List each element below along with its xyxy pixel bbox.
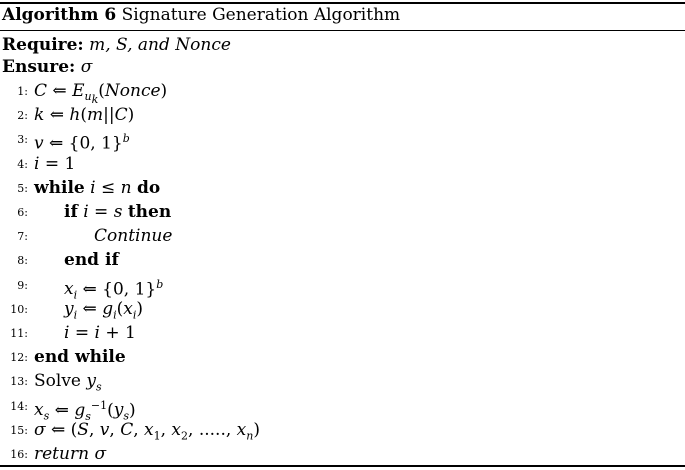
line-number: 6: (17, 206, 28, 219)
line-number: 5: (17, 181, 28, 195)
top-rule (0, 2, 685, 4)
line-code: while i ≤ n do (34, 177, 161, 198)
line-number: 2: (17, 109, 28, 123)
line-code: $x_i$ ⇐ {0, 1}$^b$ (64, 277, 164, 302)
line-number: 15: (10, 423, 28, 437)
line-number: 3: (17, 133, 28, 147)
line-code: end if (64, 250, 119, 271)
line-code: i = 1 (34, 153, 76, 174)
line-code: Continue (94, 226, 173, 247)
line-code: $y_i$ ⇐ $g_i(x_i)$ (64, 298, 144, 322)
line-number: 10: (10, 302, 28, 316)
algorithm-label: Algorithm 6 (2, 5, 117, 25)
line-code: σ ⇐ (S, v, C, $x_1$, $x_2$, ....., $x_n$) (34, 419, 260, 443)
line-code: i = i + 1 (64, 323, 136, 343)
bottom-rule (0, 465, 685, 467)
line-number: 11: (10, 327, 28, 340)
line-code: C ⇐ $E_{u_k}(Nonce)$ (34, 81, 168, 107)
line-code: if i = s then (64, 202, 172, 222)
caption-rule (0, 30, 685, 31)
line-number: 14: (10, 399, 28, 413)
line-code: Solve $y_s$ (34, 371, 102, 394)
line-number: 12: (10, 351, 28, 365)
line-code: $x_s$ ⇐ $g_s^{-1}(y_s)$ (34, 398, 136, 423)
require-label: Require: (2, 35, 84, 55)
line-code: end while (34, 347, 126, 368)
require-text: m, S, and Nonce (89, 35, 231, 55)
line-number: 16: (10, 448, 28, 461)
line-number: 4: (17, 157, 28, 171)
line-number: 9: (17, 278, 28, 292)
algorithm-title: Signature Generation Algorithm (121, 5, 401, 25)
line-number: 1: (17, 85, 28, 98)
line-code: k ⇐ h(m||C) (34, 105, 135, 126)
line-number: 13: (10, 375, 28, 389)
ensure-text: σ (80, 57, 93, 77)
line-number: 8: (17, 254, 28, 268)
ensure-label: Ensure: (2, 57, 76, 77)
line-number: 7: (17, 230, 28, 244)
line-code: return σ (34, 444, 107, 464)
algorithm-caption (2, 5, 400, 25)
line-code: v ⇐ {0, 1}$^b$ (34, 132, 130, 155)
